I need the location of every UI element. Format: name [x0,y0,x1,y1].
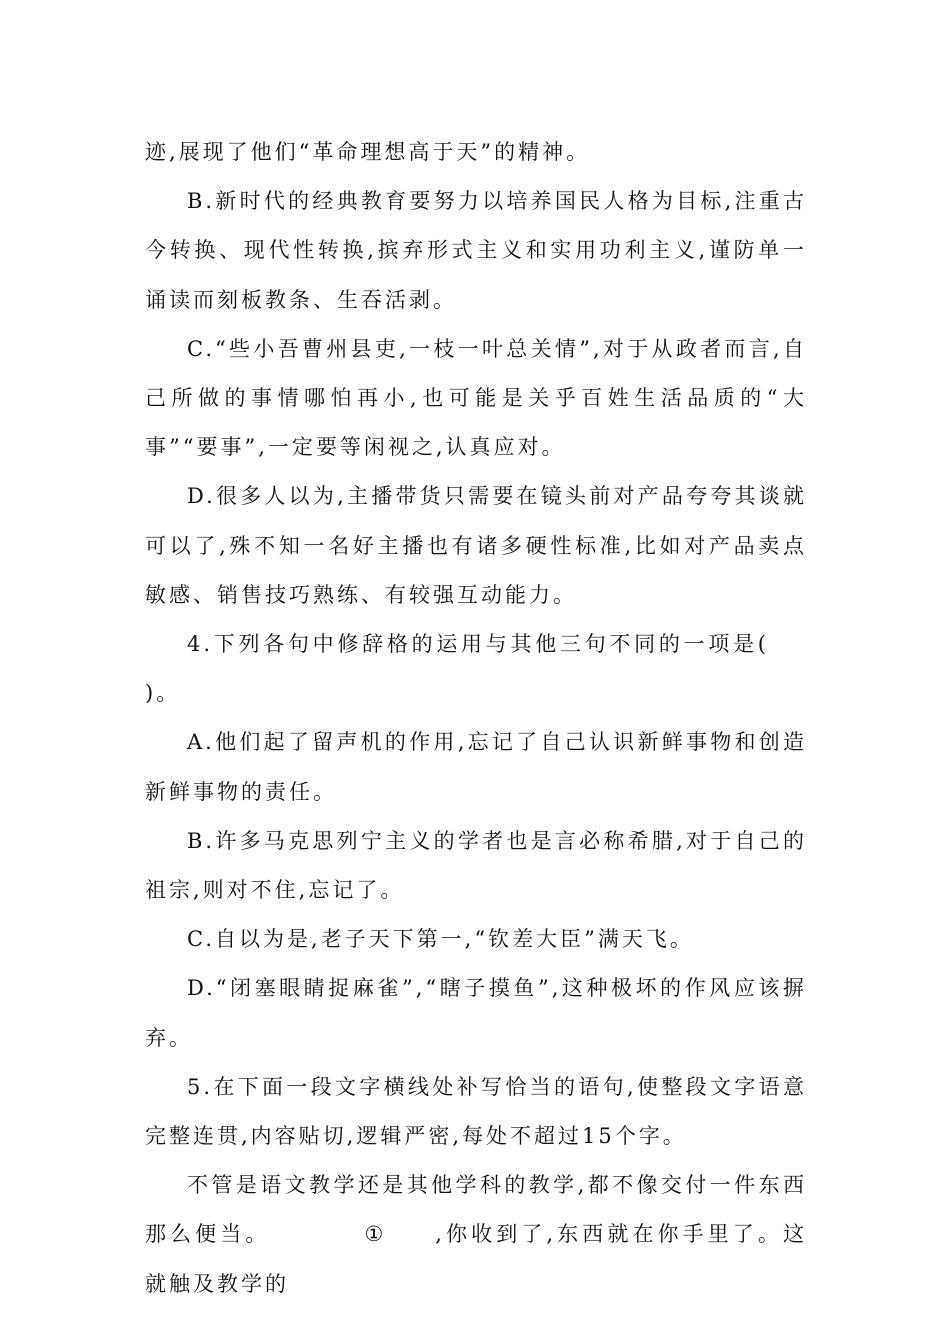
option-b-q3: B.新时代的经典教育要努力以培养国民人格为目标,注重古今转换、现代性转换,摈弃形式主义和实用功利主义,谨防单一诵读而刻板教条、生吞活剥。 [145,189,807,312]
question-5: 5.在下面一段文字横线处补写恰当的语句,使整段文字语意完整连贯,内容贴切,逻辑严密,每处不超过15个字。 [145,1074,807,1149]
passage-text-start: 不管是语文教学还是其他学科的教学,都不像交付一件东西那么便当。 [145,1173,807,1247]
option-d-q3: D.很多人以为,主播带货只需要在镜头前对产品夸夸其谈就可以了,殊不知一名好主播也有诸多硬性标准,比如对产品卖点敏感、销售技巧熟练、有较强互动能力。 [145,484,807,607]
option-c-q3: C.“些小吾曹州县吏,一枝一叶总关情”,对于从政者而言,自己所做的事情哪怕再小,也可能是关乎百姓生活品质的“大事”“要事”,一定要等闲视之,认真应对。 [145,336,807,460]
question-5-passage [145,1161,807,1309]
question-4 [145,620,807,718]
option-c-q4: C.自以为是,老子天下第一,“钦差大臣”满天飞。 [187,927,694,952]
question-4-stem-end: )。 [145,681,181,706]
option-a-q4: A.他们起了留声机的作用,忘记了自己认识新鲜事物和创造新鲜事物的责任。 [145,730,807,804]
blank-marker-1: ① [364,1222,384,1247]
paragraph-continuation: 迹,展现了他们“革命理想高于天”的精神。 [145,140,591,164]
question-4-stem: 4.下列各句中修辞格的运用与其他三句不同的一项是( [187,632,769,657]
passage-text-end: ,你收到了,东西就在你手里了。这就触及教学的 [145,1222,807,1296]
option-b-q4: B.许多马克思列宁主义的学者也是言必称希腊,对于自己的祖宗,则对不住,忘记了。 [145,828,807,903]
option-d-q4: D.“闭塞眼睛捉麻雀”,“瞎子摸鱼”,这种极坏的作风应该摒弃。 [145,976,807,1050]
document-body [145,128,807,1309]
